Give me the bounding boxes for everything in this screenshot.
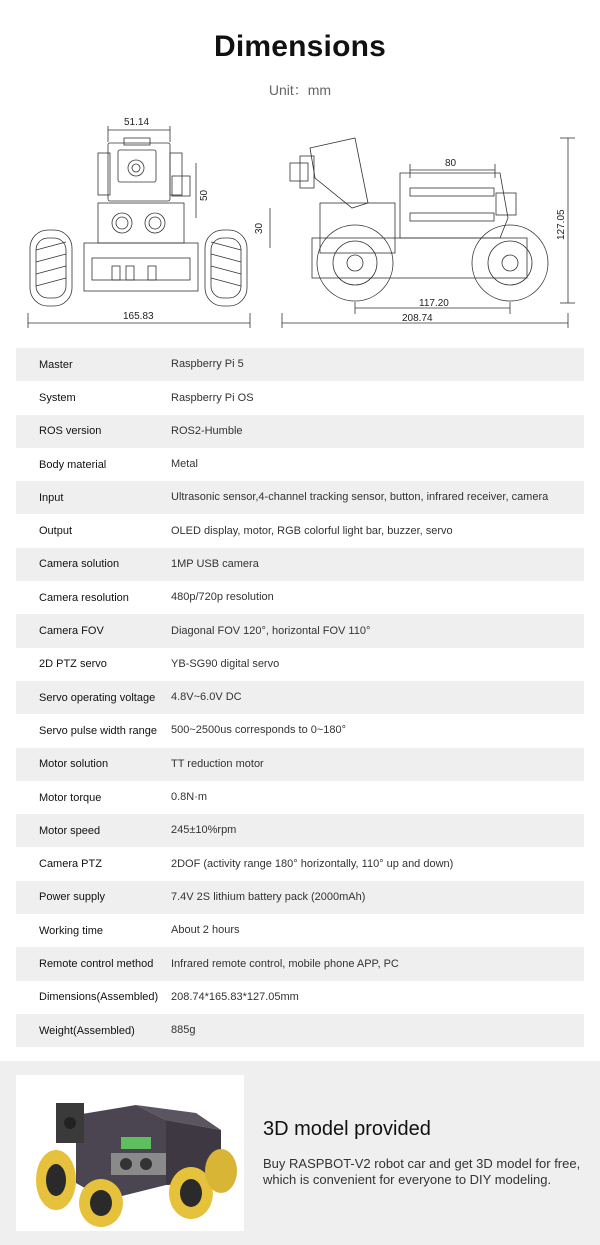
side-height-label: 127.05 bbox=[556, 209, 567, 240]
front-view-drawing bbox=[28, 126, 270, 328]
spec-row bbox=[16, 648, 584, 681]
promo-title: 3D model provided bbox=[263, 1118, 431, 1140]
spec-label: Camera resolution bbox=[39, 591, 129, 604]
spec-label: Weight(Assembled) bbox=[39, 1024, 135, 1037]
spec-row bbox=[16, 914, 584, 947]
spec-value: YB-SG90 digital servo bbox=[171, 657, 280, 670]
spec-label: Camera PTZ bbox=[39, 858, 102, 871]
spec-label: Body material bbox=[39, 458, 107, 471]
spec-label: 2D PTZ servo bbox=[39, 658, 107, 671]
spec-label: Output bbox=[39, 525, 73, 538]
spec-row bbox=[16, 1014, 584, 1047]
spec-value: 1MP USB camera bbox=[171, 558, 259, 570]
spec-value: 4.8V~6.0V DC bbox=[171, 691, 242, 704]
spec-value: 885g bbox=[171, 1024, 196, 1037]
spec-row bbox=[16, 814, 584, 847]
front-height-lower-label: 30 bbox=[254, 222, 265, 234]
spec-label: Servo operating voltage bbox=[39, 691, 156, 704]
spec-value: 0.8N·m bbox=[171, 791, 208, 804]
spec-row bbox=[16, 581, 584, 614]
page-title: Dimensions bbox=[213, 30, 387, 63]
dimension-drawings bbox=[0, 108, 600, 340]
side-overall-length-label: 208.74 bbox=[402, 313, 433, 324]
spec-label: Power supply bbox=[39, 891, 106, 904]
spec-value: Ultrasonic sensor,4-channel tracking sensor, button, infrared receiver, camera bbox=[171, 491, 549, 504]
spec-value: Infrared remote control, mobile phone APP, PC bbox=[171, 957, 399, 970]
spec-label: Motor solution bbox=[39, 758, 109, 771]
spec-label: Camera FOV bbox=[39, 625, 104, 638]
spec-row bbox=[16, 847, 584, 880]
spec-label: System bbox=[39, 391, 76, 404]
front-height-upper-label: 50 bbox=[199, 189, 210, 201]
robot-render-illustration bbox=[16, 1075, 244, 1231]
spec-value: 480p/720p resolution bbox=[171, 591, 274, 604]
spec-row bbox=[16, 415, 584, 448]
spec-value: About 2 hours bbox=[171, 924, 240, 937]
spec-value: Metal bbox=[171, 458, 198, 471]
spec-label: Dimensions(Assembled) bbox=[39, 991, 159, 1004]
spec-row bbox=[16, 681, 584, 714]
spec-value: ROS2-Humble bbox=[171, 424, 243, 437]
spec-label: Working time bbox=[39, 924, 103, 937]
spec-row bbox=[16, 781, 584, 814]
spec-row bbox=[16, 381, 584, 414]
spec-label: ROS version bbox=[39, 425, 102, 438]
spec-row bbox=[16, 748, 584, 781]
spec-row bbox=[16, 714, 584, 747]
spec-row bbox=[16, 514, 584, 547]
spec-value: Diagonal FOV 120°, horizontal FOV 110° bbox=[171, 624, 371, 637]
spec-row bbox=[16, 448, 584, 481]
spec-row bbox=[16, 481, 584, 514]
front-top-width-label: 51.14 bbox=[124, 117, 150, 128]
side-wheelbase-label: 117.20 bbox=[419, 298, 449, 309]
spec-row bbox=[16, 348, 584, 381]
promo-section bbox=[0, 1061, 600, 1245]
promo-description: Buy RASPBOT-V2 robot car and get 3D model for free, which is convenient for everyone to DIY modeling. bbox=[263, 1156, 581, 1188]
spec-label: Motor torque bbox=[39, 791, 102, 804]
spec-label: Input bbox=[39, 491, 64, 504]
spec-row bbox=[16, 548, 584, 581]
spec-label: Servo pulse width range bbox=[39, 724, 158, 737]
spec-row bbox=[16, 614, 584, 647]
spec-label: Motor speed bbox=[39, 824, 101, 837]
front-overall-width-label: 165.83 bbox=[123, 311, 154, 322]
unit-label: Unit：mm bbox=[268, 82, 332, 98]
spec-table bbox=[16, 348, 584, 1047]
spec-label: Camera solution bbox=[39, 558, 120, 571]
spec-value: 500~2500us corresponds to 0~180° bbox=[171, 724, 347, 737]
spec-value: 245±10%rpm bbox=[171, 824, 237, 837]
spec-label: Remote control method bbox=[39, 957, 154, 970]
spec-value: TT reduction motor bbox=[171, 757, 264, 770]
spec-value: Raspberry Pi 5 bbox=[171, 358, 244, 371]
spec-value: 7.4V 2S lithium battery pack (2000mAh) bbox=[171, 890, 366, 903]
spec-value: OLED display, motor, RGB colorful light bar, buzzer, servo bbox=[171, 524, 453, 537]
spec-row bbox=[16, 881, 584, 914]
robot-3d-model-image bbox=[16, 1075, 244, 1231]
spec-value: Raspberry Pi OS bbox=[171, 391, 254, 404]
spec-value: 208.74*165.83*127.05mm bbox=[171, 990, 299, 1003]
spec-value: 2DOF (activity range 180° horizontally, 110° up and down) bbox=[171, 857, 454, 870]
spec-label: Master bbox=[39, 358, 73, 371]
spec-row bbox=[16, 981, 584, 1014]
side-top-length-label: 80 bbox=[445, 158, 457, 169]
spec-row bbox=[16, 947, 584, 980]
